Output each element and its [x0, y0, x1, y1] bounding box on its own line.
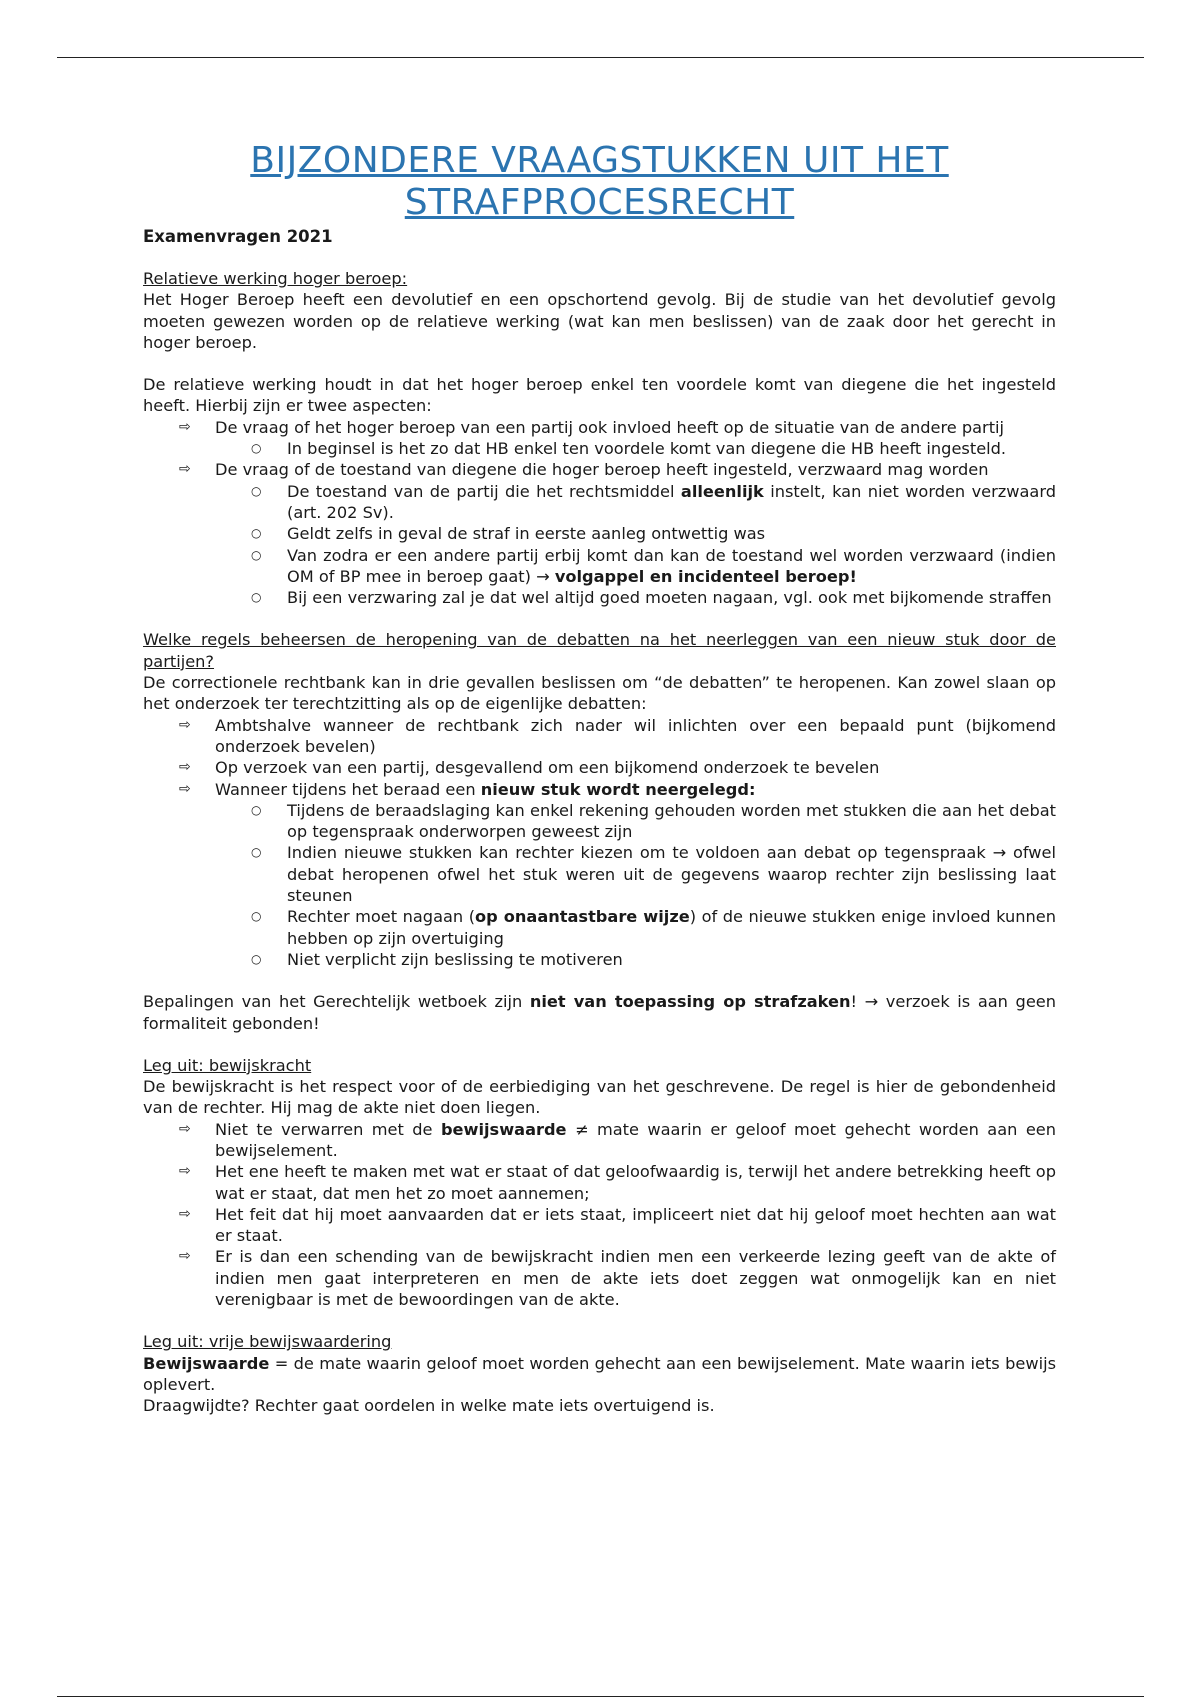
arrow-bullet-icon: ⇨ — [179, 1163, 191, 1180]
list-item: ⇨ Op verzoek van een partij, desgevallend om een bijkomend onderzoek te bevelen — [179, 758, 880, 778]
arrow-bullet-icon: ⇨ — [179, 461, 191, 478]
paragraph: De bewijskracht is het respect voor of de eerbiediging van het geschrevene. De regel is hier de gebondenheid van de rechter. Hij mag de akte niet doen liegen. — [143, 1077, 1056, 1118]
bullet-list — [143, 417, 1056, 609]
arrow-bullet-icon: ⇨ — [179, 1205, 191, 1222]
list-item: ⇨ Niet te verwarren met de bewijswaarde ≠ mate waarin er geloof moet gehecht worden aan een bewijselement. — [179, 1119, 1056, 1160]
list-item: ⇨ De vraag of de toestand van diegene die hoger beroep heeft ingesteld, verzwaard mag worden ○ De toestand van de partij die het rechtsmiddel alleenlijk instelt, kan niet worden verzwaard (art. 202 Sv). ○ Geldt zelfs in geval de straf in eerste aanleg ontwettig was ○ Van zodra er een andere partij erbij komt dan kan de toestand wel worden verzwaard (indien OM of BP mee in beroep gaat) → volgappel en incidenteel beroep! ○ Bij een verzwaring zal je dat wel altijd goed moeten nagaan, vgl. ook met bijkomende straffen — [143, 459, 1056, 608]
arrow-bullet-icon: ⇨ — [179, 1248, 191, 1265]
document-body — [143, 140, 1056, 1417]
paragraph: Bewijswaarde = de mate waarin geloof moet worden gehecht aan een bewijselement. Mate waarin iets bewijs oplevert. — [143, 1353, 1056, 1394]
list-item: ○ Bij een verzwaring zal je dat wel altijd goed moeten nagaan, vgl. ook met bijkomende straffen — [251, 588, 1052, 608]
bottom-rule — [57, 1696, 1144, 1697]
document-subtitle: Examenvragen 2021 — [143, 227, 333, 246]
arrow-bullet-icon: ⇨ — [179, 780, 191, 797]
top-rule — [57, 57, 1144, 58]
list-item: ○ In beginsel is het zo dat HB enkel ten voordele komt van diegene die HB heeft ingesteld. — [251, 439, 1007, 459]
list-item: ○ Geldt zelfs in geval de straf in eerste aanleg ontwettig was — [251, 524, 766, 544]
list-item: ○ Rechter moet nagaan (op onaantastbare wijze) of de nieuwe stukken enige invloed kunnen hebben op zijn overtuiging — [251, 907, 1056, 948]
arrow-bullet-icon: ⇨ — [179, 716, 191, 733]
list-item: ○ De toestand van de partij die het rechtsmiddel alleenlijk instelt, kan niet worden verzwaard (art. 202 Sv). — [251, 481, 1056, 522]
list-item: ⇨ Het feit dat hij moet aanvaarden dat er iets staat, impliceert niet dat hij geloof moet hechten aan wat er staat. — [179, 1204, 1056, 1246]
paragraph: Draagwijdte? Rechter gaat oordelen in welke mate iets overtuigend is. — [143, 1396, 715, 1416]
circle-bullet-icon: ○ — [251, 483, 262, 498]
list-item: ○ Indien nieuwe stukken kan rechter kiezen om te voldoen aan debat op tegenspraak → ofwel debat heropenen ofwel het stuk weren uit de gegevens waarop rechter zijn beslissing laat steunen — [251, 843, 1056, 906]
document-title: BIJZONDERE VRAAGSTUKKEN UIT HET STRAFPROCESRECHT — [250, 140, 949, 223]
list-item: ⇨ Het ene heeft te maken met wat er staat of dat geloofwaardig is, terwijl het andere betrekking heeft op wat er staat, dat men het zo moet aannemen; — [179, 1162, 1056, 1203]
section-heading-heropening: Welke regels beheersen de heropening van de debatten na het neerleggen van een nieuw stuk door de partijen? — [143, 630, 1056, 671]
list-item: ⇨ Wanneer tijdens het beraad een nieuw stuk wordt neergelegd: ○ Tijdens de beraadslaging kan enkel rekening gehouden worden met stukken die aan het debat op tegenspraak onderworpen geweest zijn ○ Indien nieuwe stukken kan rechter kiezen om te voldoen aan debat op tegenspraak → ofwel debat heropenen ofwel het stuk weren uit de gegevens waarop rechter zijn beslissing laat steunen ○ Rechter moet nagaan (op onaantastbare wijze) of de nieuwe stukken enige invloed kunnen hebben op zijn overtuiging ○ Niet verplicht zijn beslissing te motiveren — [143, 779, 1056, 971]
circle-bullet-icon: ○ — [251, 951, 262, 966]
list-item: ○ Niet verplicht zijn beslissing te motiveren — [251, 949, 623, 969]
list-item: ○ Tijdens de beraadslaging kan enkel rekening gehouden worden met stukken die aan het debat op tegenspraak onderworpen geweest zijn — [251, 800, 1056, 842]
paragraph: De relatieve werking houdt in dat het hoger beroep enkel ten voordele komt van diegene die het ingesteld heeft. Hierbij zijn er twee aspecten: — [143, 375, 1056, 416]
section-heading-bewijskracht: Leg uit: bewijskracht — [143, 1055, 312, 1075]
circle-bullet-icon: ○ — [251, 845, 262, 860]
paragraph: De correctionele rechtbank kan in drie gevallen beslissen om “de debatten” te heropenen. Kan zowel slaan op het onderzoek ter terechtzitting als op de eigenlijke debatten: — [143, 673, 1056, 714]
arrow-bullet-icon: ⇨ — [179, 418, 191, 435]
arrow-bullet-icon: ⇨ — [179, 1120, 191, 1137]
list-item: ⇨ De vraag of het hoger beroep van een partij ook invloed heeft op de situatie van de andere partij ○ In beginsel is het zo dat HB enkel ten voordele komt van diegene die HB heeft ingesteld. — [143, 417, 1056, 460]
section-heading-relatieve-werking: Relatieve werking hoger beroep: — [143, 269, 408, 288]
bullet-list — [143, 1119, 1056, 1311]
circle-bullet-icon: ○ — [251, 909, 262, 924]
circle-bullet-icon: ○ — [251, 441, 262, 456]
paragraph: Het Hoger Beroep heeft een devolutief en een opschortend gevolg. Bij de studie van het devolutief gevolg moeten gewezen worden op de relatieve werking (wat kan men beslissen) van de zaak door het gerecht in hoger beroep. — [143, 290, 1056, 352]
circle-bullet-icon: ○ — [251, 547, 262, 562]
circle-bullet-icon: ○ — [251, 526, 262, 541]
paragraph: Bepalingen van het Gerechtelijk wetboek zijn niet van toepassing op strafzaken! → verzoek is aan geen formaliteit gebonden! — [143, 992, 1056, 1033]
circle-bullet-icon: ○ — [251, 590, 262, 605]
bullet-list — [143, 715, 1056, 971]
section-heading-vrije-bewijswaardering: Leg uit: vrije bewijswaardering — [143, 1332, 392, 1352]
list-item: ⇨ Er is dan een schending van de bewijskracht indien men een verkeerde lezing geeft van de akte of indien men gaat interpreteren en men de akte iets doet zeggen wat onmogelijk kan en niet verenigbaar is met de bewoordingen van de akte. — [179, 1247, 1056, 1310]
list-item: ⇨ Ambtshalve wanneer de rechtbank zich nader wil inlichten over een bepaald punt (bijkomend onderzoek bevelen) — [179, 715, 1056, 756]
arrow-bullet-icon: ⇨ — [179, 759, 191, 776]
circle-bullet-icon: ○ — [251, 802, 262, 817]
list-item: ○ Van zodra er een andere partij erbij komt dan kan de toestand wel worden verzwaard (indien OM of BP mee in beroep gaat) → volgappel en incidenteel beroep! — [251, 545, 1056, 586]
